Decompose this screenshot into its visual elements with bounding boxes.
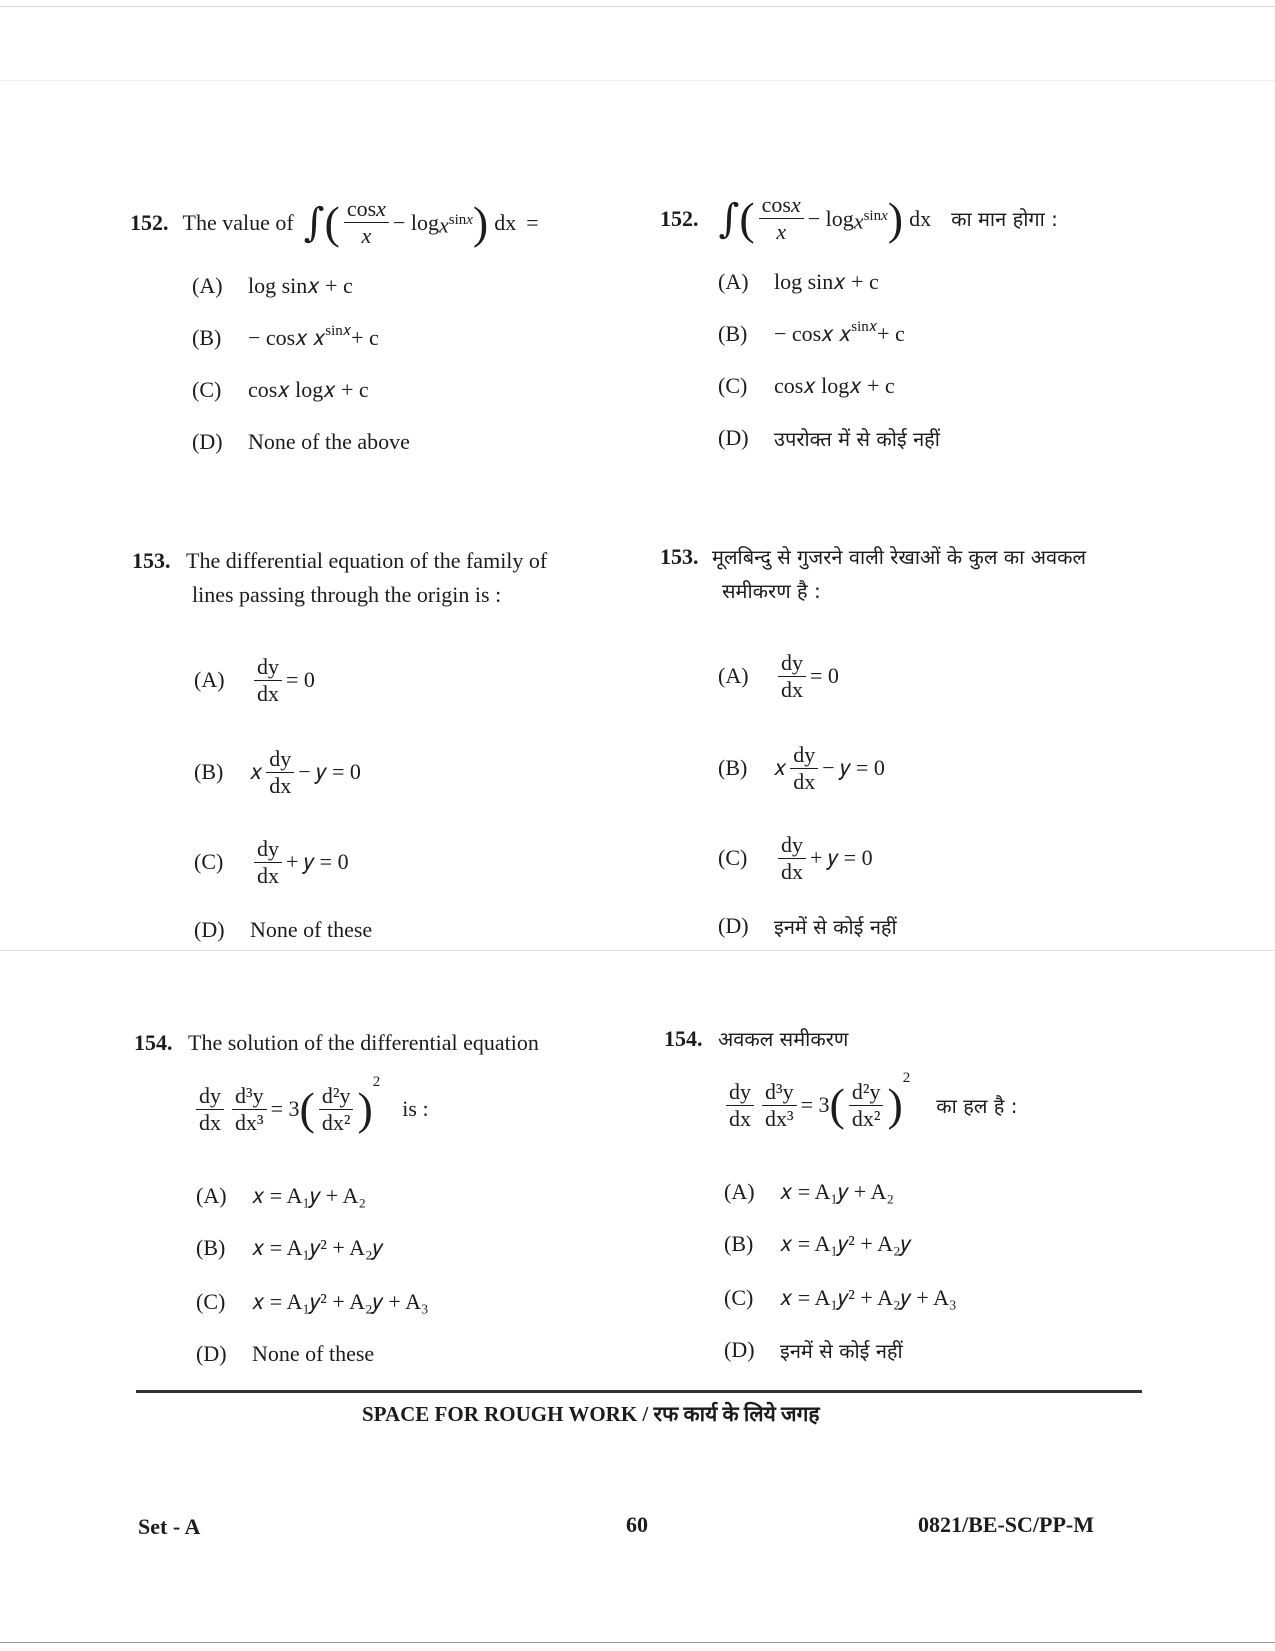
frac-den: dx bbox=[781, 676, 803, 702]
option-label: (B) bbox=[194, 759, 224, 784]
option-text: cos𝑥 log𝑥 + c bbox=[774, 373, 895, 398]
option-label: (A) bbox=[192, 273, 223, 298]
option-label: (A) bbox=[718, 663, 749, 688]
option-label: (D) bbox=[718, 913, 749, 938]
option-text: cos𝑥 log𝑥 + c bbox=[248, 377, 369, 402]
frac-den: x bbox=[776, 219, 787, 244]
is-label: का हल है : bbox=[936, 1093, 1018, 1118]
option-exponent: sin𝑥 bbox=[851, 319, 878, 335]
option-a bbox=[718, 646, 839, 706]
option-text: 𝑥 = A₁𝑦² + A₂𝑦 bbox=[252, 1235, 383, 1260]
fraction: $\frac{\cos x}{x}$ bbox=[759, 192, 804, 245]
option-label: (B) bbox=[724, 1231, 754, 1256]
option-d bbox=[724, 1330, 903, 1370]
option-text: log sin𝑥 + c bbox=[774, 269, 879, 294]
frac-num: dy bbox=[778, 650, 806, 677]
exponent: 2 bbox=[372, 1074, 381, 1090]
option-text: None of the above bbox=[248, 429, 410, 454]
page-number: 60 bbox=[626, 1512, 648, 1537]
integral-sign: ∫ bbox=[303, 199, 325, 246]
option-label: (D) bbox=[194, 917, 225, 942]
frac-den: dx bbox=[269, 772, 292, 798]
option-label: (C) bbox=[192, 377, 222, 402]
question-stem: अवकल समीकरण bbox=[718, 1027, 849, 1051]
option-label: (C) bbox=[196, 1289, 226, 1314]
option-label: (B) bbox=[196, 1235, 226, 1260]
frac-den: dx bbox=[257, 862, 279, 888]
option-a bbox=[194, 650, 315, 710]
option-b bbox=[718, 314, 905, 354]
option-label: (D) bbox=[196, 1341, 227, 1366]
exponent: 2 bbox=[902, 1070, 911, 1086]
exponent: sin bbox=[863, 207, 882, 224]
rough-work-heading: SPACE FOR ROUGH WORK / रफ कार्य के लिये जगह bbox=[362, 1402, 820, 1426]
fraction: $\frac{\cos x}{x}$ bbox=[344, 196, 389, 249]
option-label: (B) bbox=[192, 325, 222, 350]
frac-den: dx² bbox=[851, 1105, 881, 1131]
option-label: (C) bbox=[718, 845, 748, 870]
option-text: इनमें से कोई नहीं bbox=[780, 1338, 903, 1363]
option-text: None of these bbox=[252, 1341, 375, 1366]
option-label: (B) bbox=[718, 755, 748, 780]
option-c bbox=[196, 1282, 429, 1322]
frac-den: dx bbox=[729, 1105, 751, 1131]
option-a bbox=[192, 266, 353, 306]
option-text: − cos𝑥 𝑥 bbox=[248, 325, 326, 350]
option-text: + 𝑦 = 0 bbox=[810, 845, 873, 870]
differential: dx bbox=[494, 209, 517, 235]
frac-num: dy bbox=[254, 654, 282, 681]
is-label: is : bbox=[402, 1096, 429, 1121]
question-stem-line1: मूलबिन्दु से गुजरने वाली रेखाओं के कुल का अवकल bbox=[712, 545, 1087, 569]
equals-three: = 3 bbox=[800, 1092, 830, 1117]
option-label: (C) bbox=[194, 849, 224, 874]
frac-den: dx² bbox=[321, 1109, 351, 1135]
option-c bbox=[194, 832, 349, 892]
option-label: (A) bbox=[718, 269, 749, 294]
frac-den: x bbox=[361, 223, 372, 248]
question-number: 153. bbox=[132, 548, 171, 573]
paren-open: ( bbox=[324, 196, 340, 248]
paren-close: ) bbox=[887, 1079, 903, 1130]
scan-line bbox=[0, 950, 1275, 951]
question-number: 154. bbox=[134, 1030, 173, 1055]
question-stem-hi: का मान होगा : bbox=[951, 206, 1058, 231]
frac-num: dy bbox=[778, 832, 806, 859]
option-text: 𝑥 = A₁𝑦² + A₂𝑦 + A₃ bbox=[780, 1285, 957, 1310]
option-text: + 𝑦 = 0 bbox=[286, 849, 349, 874]
question-stem: The value of bbox=[182, 209, 294, 235]
option-label: (A) bbox=[196, 1183, 227, 1208]
frac-num: dy bbox=[790, 742, 818, 769]
option-text: 𝑥 = A₁𝑦² + A₂𝑦 + A₃ bbox=[252, 1289, 429, 1314]
option-text: − 𝑦 = 0 bbox=[822, 755, 885, 780]
minus-log: − log bbox=[807, 205, 854, 231]
option-d bbox=[718, 906, 897, 946]
option-exponent: sin𝑥 bbox=[325, 323, 352, 339]
exponent: sin bbox=[448, 211, 467, 228]
equals-three: = 3 bbox=[270, 1096, 300, 1121]
frac-num: d³y bbox=[232, 1083, 267, 1110]
frac-num: cos bbox=[346, 196, 377, 221]
frac-den: dx bbox=[257, 680, 279, 706]
scan-line bbox=[0, 80, 1275, 81]
paren-open: ( bbox=[299, 1083, 315, 1134]
option-c bbox=[192, 370, 369, 410]
scan-edge-bottom bbox=[0, 1642, 1275, 1643]
option-text: None of these bbox=[250, 917, 373, 942]
question-number: 153. bbox=[660, 544, 699, 569]
paren-close: ) bbox=[472, 196, 489, 248]
option-d bbox=[192, 422, 410, 462]
option-a bbox=[196, 1176, 366, 1216]
option-text: इनमें से कोई नहीं bbox=[774, 914, 897, 939]
option-label: (D) bbox=[718, 425, 749, 450]
minus-log: − log bbox=[392, 209, 439, 235]
frac-num: d²y bbox=[319, 1083, 354, 1110]
frac-den: dx bbox=[781, 858, 803, 884]
option-d bbox=[194, 910, 372, 950]
paren-close: ) bbox=[357, 1083, 373, 1134]
option-text: = 0 bbox=[810, 663, 839, 688]
option-d bbox=[718, 418, 940, 458]
frac-den: dx bbox=[793, 768, 816, 794]
paren-open: ( bbox=[829, 1079, 845, 1130]
option-label: (C) bbox=[724, 1285, 754, 1310]
frac-den: dx³ bbox=[765, 1105, 794, 1131]
option-text: = 0 bbox=[286, 667, 315, 692]
rough-work-rule bbox=[136, 1390, 1142, 1393]
option-c bbox=[718, 828, 873, 888]
option-pre: 𝑥 bbox=[774, 755, 787, 780]
frac-num: cos bbox=[761, 192, 791, 217]
question-stem-line1: The differential equation of the family of bbox=[186, 548, 548, 573]
option-text: उपरोक्त में से कोई नहीं bbox=[774, 426, 940, 451]
option-a bbox=[718, 262, 879, 302]
option-text: − cos𝑥 𝑥 bbox=[774, 321, 852, 346]
option-b bbox=[192, 318, 379, 358]
question-number: 154. bbox=[664, 1026, 703, 1051]
differential: dx bbox=[909, 205, 932, 231]
frac-num: dy bbox=[266, 746, 294, 773]
equals: = bbox=[526, 209, 539, 235]
option-a bbox=[724, 1172, 894, 1212]
question-number: 152. bbox=[130, 209, 169, 235]
option-tail: + c bbox=[351, 325, 379, 350]
option-label: (A) bbox=[194, 667, 225, 692]
paren-open: ( bbox=[739, 192, 755, 244]
option-b bbox=[196, 1228, 383, 1268]
frac-num: dy bbox=[254, 836, 282, 863]
option-text: 𝑥 = A₁𝑦 + A₂ bbox=[780, 1179, 895, 1204]
option-text: log sin𝑥 + c bbox=[248, 273, 353, 298]
option-label: (D) bbox=[192, 429, 223, 454]
option-b bbox=[724, 1224, 911, 1264]
option-b bbox=[194, 742, 361, 802]
option-c bbox=[724, 1278, 957, 1318]
paren-close: ) bbox=[887, 192, 904, 244]
frac-num: d³y bbox=[762, 1079, 797, 1106]
option-text: 𝑥 = A₁𝑦² + A₂𝑦 bbox=[780, 1231, 911, 1256]
frac-num: d²y bbox=[849, 1079, 884, 1106]
frac-den: dx³ bbox=[235, 1109, 264, 1135]
scan-edge-top bbox=[0, 6, 1275, 7]
set-label: Set - A bbox=[138, 1514, 201, 1539]
frac-num: dy bbox=[196, 1083, 224, 1110]
option-label: (A) bbox=[724, 1179, 755, 1204]
option-text: − 𝑦 = 0 bbox=[298, 759, 361, 784]
question-number: 152. bbox=[660, 205, 699, 231]
option-text: 𝑥 = A₁𝑦 + A₂ bbox=[252, 1183, 367, 1208]
option-label: (C) bbox=[718, 373, 748, 398]
differential-equation bbox=[192, 1070, 429, 1148]
differential-equation bbox=[722, 1066, 1017, 1144]
option-label: (D) bbox=[724, 1337, 755, 1362]
question-stem: The solution of the differential equation bbox=[188, 1030, 539, 1055]
option-c bbox=[718, 366, 895, 406]
option-d bbox=[196, 1334, 374, 1374]
question-stem-line2: lines passing through the origin is : bbox=[192, 582, 502, 607]
option-tail: + c bbox=[877, 321, 905, 346]
frac-num: dy bbox=[726, 1079, 754, 1106]
frac-den: dx bbox=[199, 1109, 221, 1135]
paper-code: 0821/BE-SC/PP-M bbox=[918, 1512, 1094, 1537]
option-pre: 𝑥 bbox=[250, 759, 263, 784]
option-label: (B) bbox=[718, 321, 748, 346]
integral-sign: ∫ bbox=[718, 195, 740, 242]
question-stem-line2: समीकरण है : bbox=[722, 579, 821, 603]
option-b bbox=[718, 738, 885, 798]
